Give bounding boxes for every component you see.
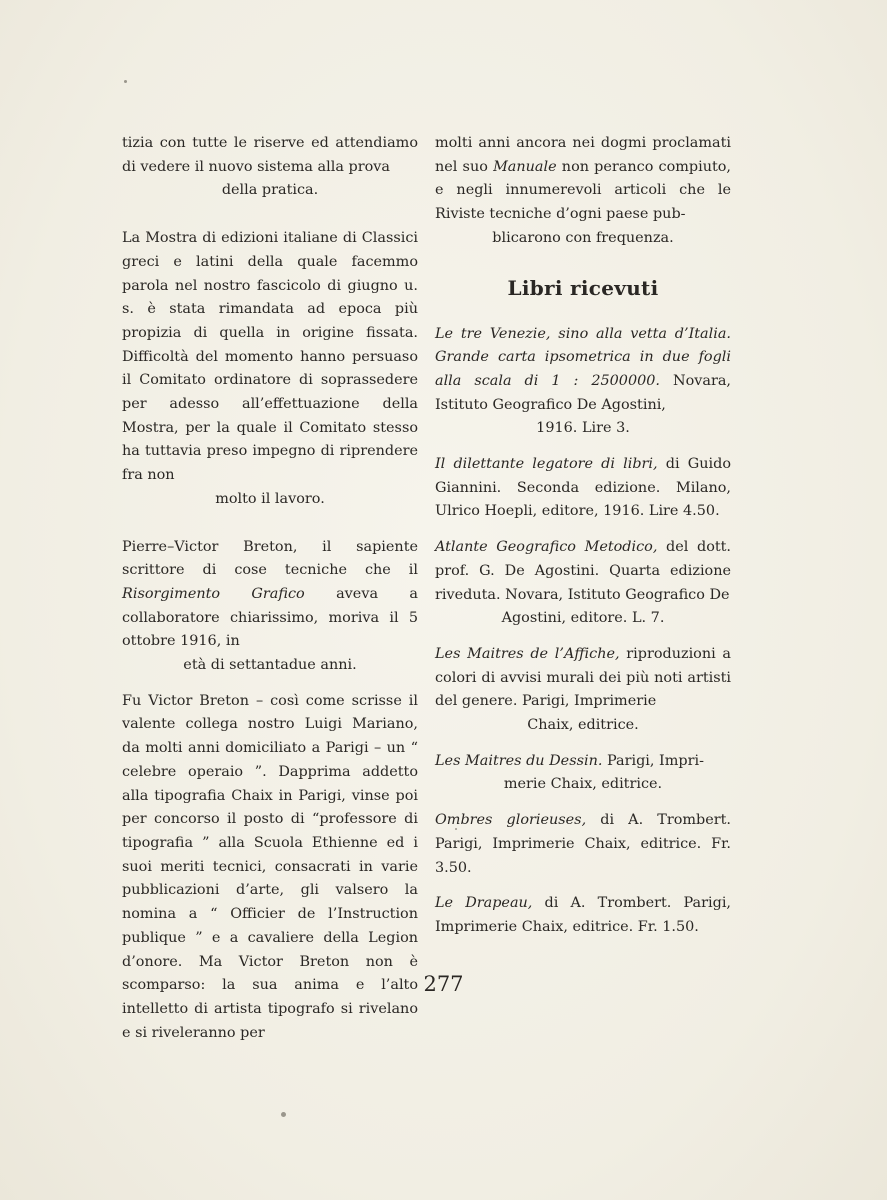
book-title: Atlante Geografico Metodico, bbox=[435, 539, 658, 556]
book-title: Le tre Venezie, sino alla vetta d’Italia. Grande carta ipsometrica in due fogli alla scala di 1 : 2500000. bbox=[435, 325, 731, 389]
paragraph: Pierre–Victor Breton, il sapiente scrittore di cose tecniche che il Risorgimento Grafico aveva a collaboratore chiarissimo, moriva il 5 ottobre 1916, in bbox=[122, 538, 418, 650]
book-entry-last-line: Agostini, editore. L. 7. bbox=[501, 610, 665, 627]
page-number: 277 bbox=[423, 972, 464, 996]
left-column bbox=[122, 132, 418, 1045]
book-title: Il dilettante legatore di libri, bbox=[435, 456, 658, 473]
book-entry-last-line: Chaix, editrice. bbox=[527, 717, 639, 734]
book-entry: Le Drapeau, di A. Trombert. Parigi, Imprimerie Chaix, editrice. Fr. 1.50. bbox=[435, 895, 731, 935]
book-entry-last-line: merie Chaix, editrice. bbox=[503, 776, 663, 793]
paragraph-last-line: della pratica. bbox=[221, 182, 319, 199]
book-entry: Le tre Venezie, sino alla vetta d’Italia. Grande carta ipsometrica in due fogli alla scala di 1 : 2500000. Novara, Istituto Geografico De Agostini, 1916. Lire 3. bbox=[435, 323, 731, 442]
paragraph: Fu Victor Breton – così come scrisse il valente collega nostro Luigi Mariano, da molti anni domiciliato a Parigi – un “ celebre operaio ”. Dapprima addetto alla tipografia Chaix in Parigi, vinse poi per concorso il posto di “professore di tipografia ” alla Scuola Ethienne ed i suoi meriti tecnici, consacrati in varie pubblicazioni d’arte, gli valsero la nomina a “ Officier de l’Instruction publique ” e a cavaliere della Legion d’onore. Ma Victor Breton non è scomparso: la sua anima e l’alto intelletto di artista tipografo si rivelano e si riveleranno per bbox=[122, 692, 418, 1041]
paragraph: molti anni ancora nei dogmi proclamati nel suo Manuale non peranco compiuto, e negli innumerevoli articoli che le Riviste tecniche d’ogni paese pub- bbox=[435, 135, 732, 223]
paragraph: tizia con tutte le riserve ed attendiamo di vedere il nuovo sistema alla prova bbox=[122, 135, 418, 175]
book-entry: Atlante Geografico Metodico, del dott. prof. G. De Agostini. Quarta edizione riveduta. Novara, Istituto Geografico De Agostini, editore. L. 7. bbox=[435, 536, 731, 631]
book-entry: Les Maitres de l’Affiche, riproduzioni a colori di avvisi murali dei più noti artisti del genere. Parigi, Imprimerie Chaix, editrice. bbox=[435, 643, 731, 738]
book-title: Ombres glorieuses, bbox=[435, 812, 587, 829]
book-entry-last-line: 1916. Lire 3. bbox=[536, 420, 630, 437]
journal-title: Risorgimento Grafico bbox=[122, 585, 305, 602]
manual-title: Manuale bbox=[493, 158, 557, 175]
book-entry: Ombres glorieuses, di A. Trombert. Parigi, Imprimerie Chaix, editrice. Fr. 3.50. bbox=[435, 812, 731, 876]
right-column bbox=[435, 132, 731, 940]
speck bbox=[124, 80, 127, 83]
paragraph: La Mostra di edizioni italiane di Classici greci e latini della quale facemmo parola nel nostro fascicolo di giugno u. s. è stata rimandata ad epoca più propizia di quella in origine fissata. Difficoltà del momento hanno persuaso il Comitato ordinatore di soprassedere per adesso all’effettuazione della Mostra, per la quale il Comitato stesso ha tuttavia preso impegno di riprendere fra non bbox=[122, 230, 418, 484]
speck bbox=[281, 1112, 286, 1117]
paragraph-last-line: blicarono con frequenza. bbox=[492, 229, 674, 246]
paragraph-last-line: età di settantadue anni. bbox=[183, 657, 357, 674]
book-title: Le Drapeau, bbox=[435, 895, 533, 912]
book-title: Les Maitres du Dessin. bbox=[435, 752, 603, 769]
book-title: Les Maitres de l’Affiche, bbox=[435, 645, 620, 662]
section-heading: Libri ricevuti bbox=[507, 275, 659, 300]
book-entry: Les Maitres du Dessin. Parigi, Impri- merie Chaix, editrice. bbox=[435, 750, 731, 797]
paragraph-last-line: molto il lavoro. bbox=[215, 490, 325, 507]
book-entry: Il dilettante legatore di libri, di Guido Giannini. Seconda edizione. Milano, Ulrico Hoepli, editore, 1916. Lire 4.50. bbox=[435, 456, 731, 520]
